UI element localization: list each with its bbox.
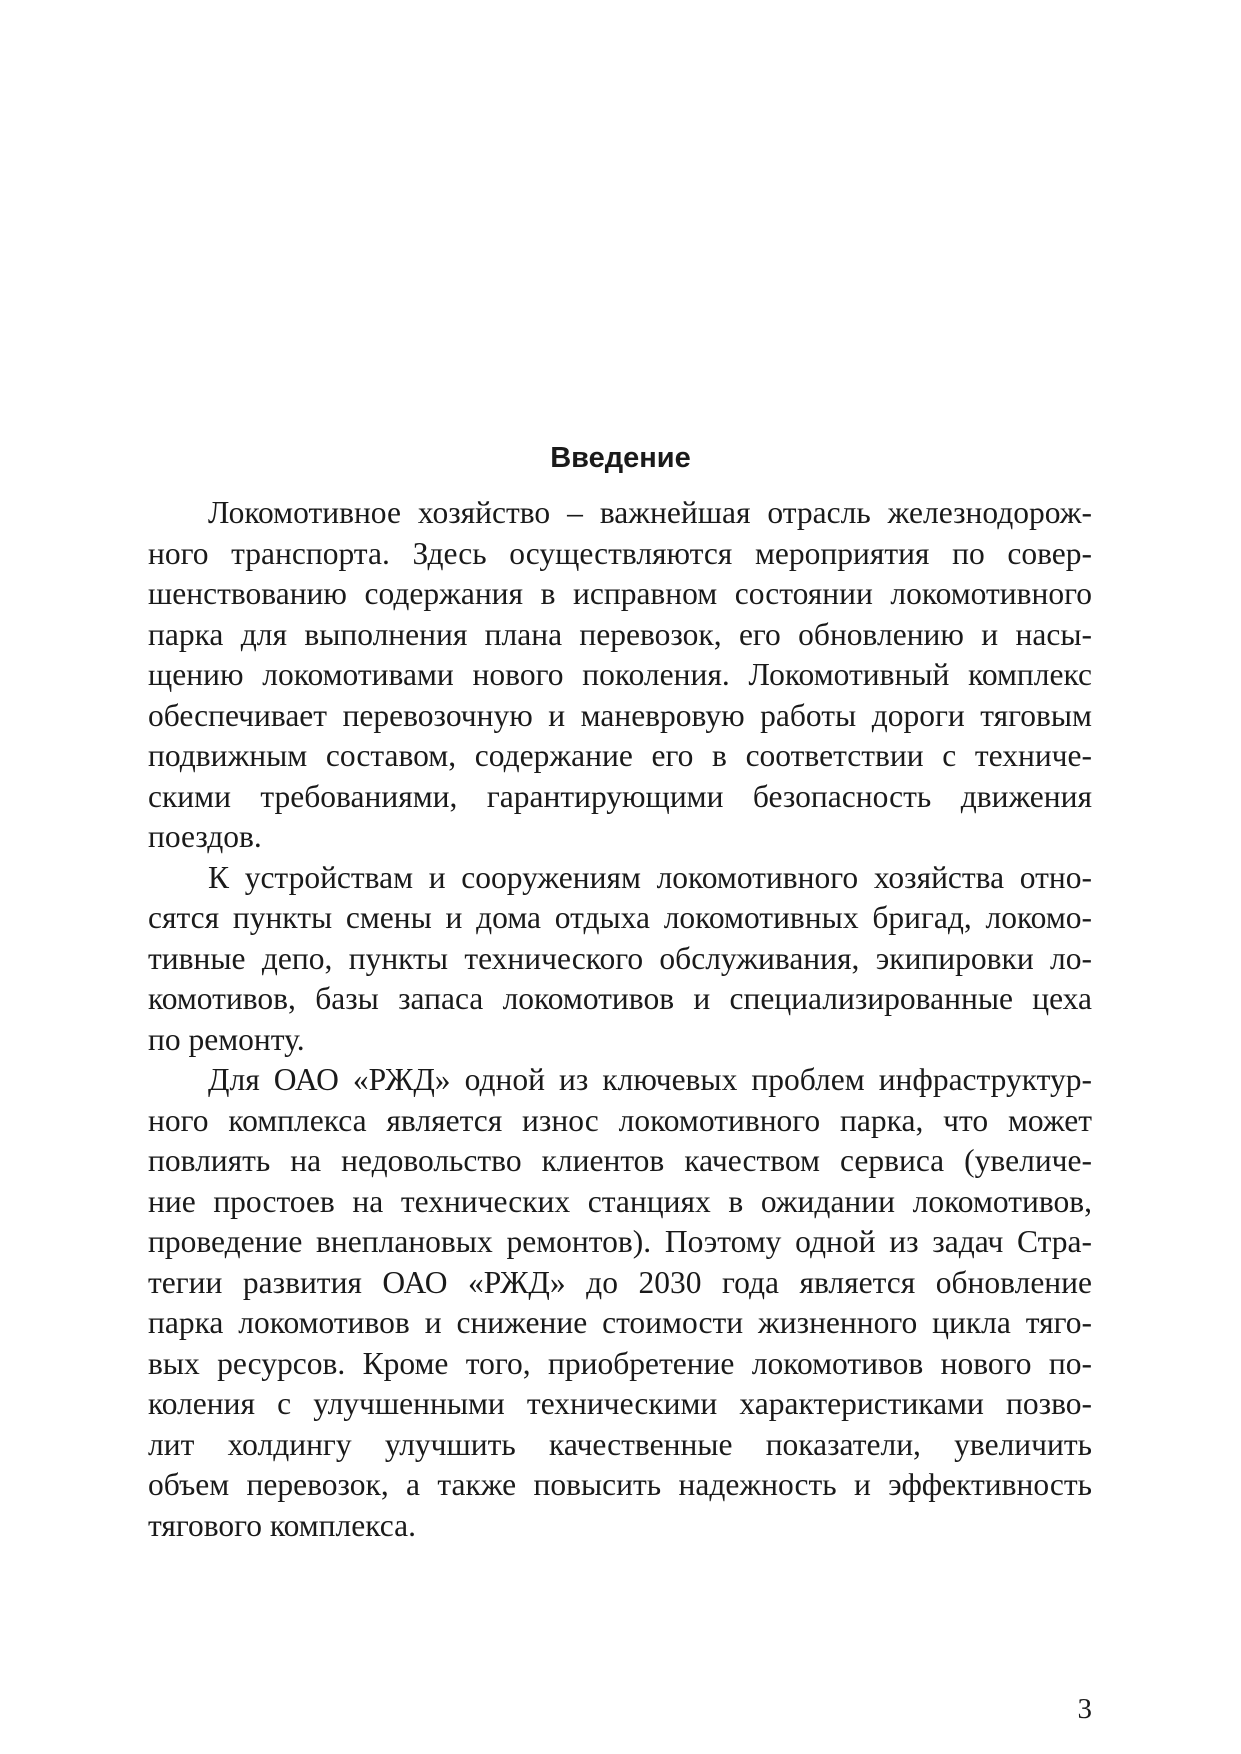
- paragraph-3-line-10: лит холдингу улучшить качественные показатели, увеличить: [148, 1426, 1092, 1462]
- paragraph-3-line-9: коления с улучшенными техническими характеристиками позво-: [148, 1386, 1092, 1421]
- paragraph-2-line-1: К устройствам и сооружениям локомотивного хозяйства отно-: [208, 859, 1092, 895]
- paragraph-2-line-3: тивные депо, пункты технического обслуживания, экипировки ло-: [148, 940, 1092, 976]
- paragraph-3-line-4: ние простоев на технических станциях в ожидании локомотивов,: [148, 1183, 1092, 1219]
- paragraph-1-line-9: поездов.: [148, 819, 262, 854]
- paragraph-2-line-2: сятся пункты смены и дома отдыха локомотивных бригад, локомо-: [148, 900, 1092, 935]
- paragraph-3-line-1: Для ОАО «РЖД» одной из ключевых проблем инфраструктур-: [208, 1062, 1092, 1097]
- paragraph-1-line-6: обеспечивает перевозочную и маневровую работы дороги тяговым: [148, 697, 1092, 733]
- paragraph-2-line-4: комотивов, базы запаса локомотивов и специализированные цеха: [148, 981, 1092, 1016]
- paragraph-3-line-12: тягового комплекса.: [148, 1507, 416, 1543]
- body-text: [148, 493, 1092, 1546]
- section-heading: Введение: [550, 442, 691, 474]
- paragraph-3-line-2: ного комплекса является износ локомотивного парка, что может: [148, 1102, 1092, 1138]
- paragraph-3-line-6: тегии развития ОАО «РЖД» до 2030 года является обновление: [148, 1264, 1092, 1300]
- paragraph-3-line-5: проведение внеплановых ремонтов). Поэтому одной из задач Стра-: [148, 1224, 1092, 1259]
- paragraph-3-line-7: парка локомотивов и снижение стоимости жизненного цикла тяго-: [148, 1305, 1092, 1340]
- paragraph-1-line-1: Локомотивное хозяйство – важнейшая отрасль железнодорож-: [208, 495, 1092, 530]
- paragraph-2-line-5: по ремонту.: [148, 1021, 305, 1057]
- paragraph-3-line-11: объем перевозок, а также повысить надежность и эффективность: [148, 1467, 1092, 1502]
- paragraph-1-line-2: ного транспорта. Здесь осуществляются мероприятия по совер-: [148, 535, 1092, 571]
- paragraph-1-line-8: скими требованиями, гарантирующими безопасность движения: [148, 778, 1092, 814]
- paragraph-3-line-8: вых ресурсов. Кроме того, приобретение локомотивов нового по-: [148, 1345, 1092, 1381]
- paragraph-1-line-5: щению локомотивами нового поколения. Локомотивный комплекс: [148, 657, 1092, 692]
- paragraph-1-line-4: парка для выполнения плана перевозок, его обновлению и насы-: [148, 616, 1092, 652]
- paragraph-1-line-7: подвижным составом, содержание его в соответствии с техниче-: [148, 738, 1092, 773]
- paragraph-3-line-3: повлиять на недовольство клиентов качеством сервиса (увеличе-: [148, 1143, 1092, 1178]
- paragraph-1-line-3: шенствованию содержания в исправном состоянии локомотивного: [148, 576, 1092, 611]
- page-number: 3: [1077, 1693, 1092, 1725]
